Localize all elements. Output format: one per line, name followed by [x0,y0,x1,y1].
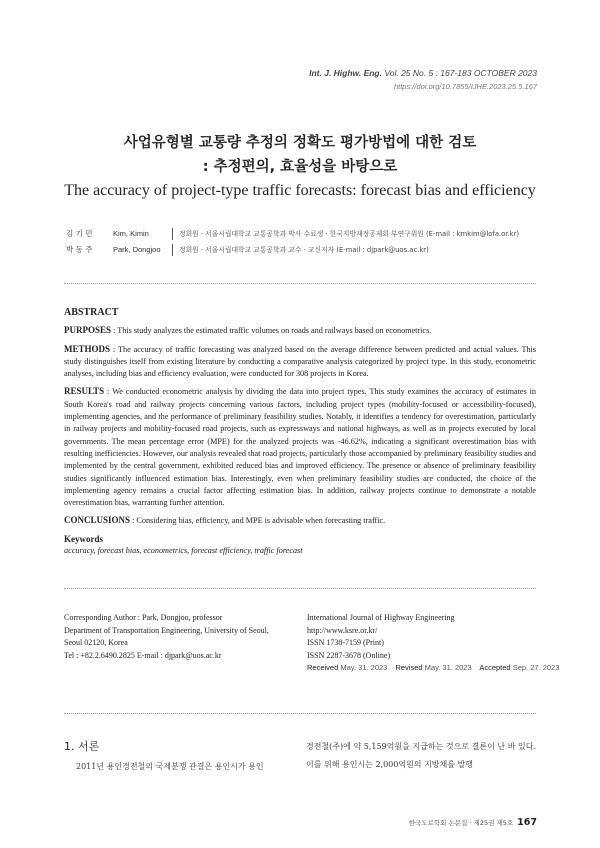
journal-name: Int. J. Highw. Eng. [309,68,382,78]
journal-volume: Vol. 25 No. 5 : 167-183 OCTOBER 2023 [384,68,537,78]
journal-meta [309,66,537,94]
title-english: The accuracy of project-type traffic forecasts: forecast bias and efficiency [64,182,536,199]
abstract-methods [64,343,536,381]
section-title: 1. 서론 [64,740,100,753]
abstract-heading: ABSTRACT [64,307,119,318]
received-date: May. 31. 2023 [340,663,388,672]
correspondence-block [64,612,269,662]
author-divider [172,228,173,240]
correspondence-line: Department of Transportation Engineering, University of Seoul, [64,625,269,635]
correspondence-line: Corresponding Author : Park, Dongjoo, professor [64,613,223,622]
author-row [66,226,519,242]
title-korean-line1: 사업유형별 교통량 추정의 정확도 평가방법에 대한 검토 [123,135,477,151]
author-name-korean: 박 동 주 [66,245,93,254]
correspondence-line: Tel : +82.2.6490.2825 E-mail : djpark@uos.ac.kr [64,650,222,660]
body-text-left: 2011년 용인경전철의 국제분쟁 관결은 용인시가 용인 [76,762,264,771]
doi-link[interactable]: https://doi.org/10.7855/IJHE.2023.25.5.167 [393,82,537,91]
author-affiliation: 정회원 · 서울시립대학교 교통공학과 교수 · 교신저자 (E-mail : djpark@uos.ac.kr) [179,246,429,254]
journal-full-name: International Journal of Highway Engineering [307,613,455,622]
abstract-conclusions [64,514,536,527]
publication-block [307,612,565,675]
accepted-date: Sep. 27. 2023 [512,663,560,672]
methods-text: : The accuracy of traffic forecasting was analyzed based on the average difference between predicted and actual values. This study distinguishes itself from existing literature by conducting a comparative analysis categorized by project type. In this study, econometric analyses, including bias and efficiency evaluation, were conducted for 308 projects in Korea. [64,344,536,379]
issn-print: ISSN 1738-7159 (Print) [307,638,384,647]
page-number: 167 [517,817,537,828]
author-name-korean: 김 기 민 [66,229,93,238]
author-name-english: Kim, Kimin [113,229,149,238]
abstract-purposes [64,324,536,337]
publication-dates [307,662,565,675]
divider-dotted [64,283,536,284]
results-text: : We conducted econometric analysis by dividing the data into project types. This study examines the accuracy of estimates in South Korea's road and railway projects concerning various factors, including project types (mobility-focused or accessibility-focused), implementing agencies, and the performance of preliminary feasibility studies. Notably, it identifies a tendency for overestimation, particularly in railway projects and mobility-focused road projects, such as expressways and national highways, as well as in projects executed by local governments. The mean percentage error (MPE) for the analyzed projects was -46.62%, indicating a significant overestimation bias with resulting inefficiencies. However, our analysis revealed that road projects, particularly those accompanied by preliminary feasibility studies and implemented by the central government, exhibited reduced bias and improved efficiency. The presence or absence of preliminary feasibility studies significantly influenced estimation bias. Interestingly, even when preliminary feasibility studies are conducted, the choice of the implementing agency remains a crucial factor affecting estimation bias. In addition, railway projects continue to demonstrate a notable overestimation bias, warranting further attention. [64,387,536,508]
accepted-label: Accepted [479,663,511,672]
divider-dotted [64,588,536,589]
title-korean-line2: : 추정편의, 효율성을 바탕으로 [202,159,398,175]
body-text-right: 경전철(주)에 약 5,159억원을 지급하는 것으로 결론이 난 바 있다. 이를 위해 용인시는 2,000억원의 지방채를 발행 [306,742,536,769]
issn-online: ISSN 2287-3678 (Online) [307,650,391,660]
received-label: Received [307,663,339,672]
abstract-section [64,307,536,557]
keywords-heading: Keywords [64,533,103,544]
conclusions-text: : Considering bias, efficiency, and MPE is advisable when forecasting traffic. [130,516,386,526]
keywords-text: accuracy, forecast bias, econometrics, forecast efficiency, traffic forecast [64,546,303,556]
author-name-english: Park, Dongjoo [113,245,161,254]
conclusions-label: CONCLUSIONS [64,515,131,526]
divider-dotted [64,713,536,714]
correspondence-line: Seoul 02120, Korea [64,638,128,647]
purposes-text: : This study analyzes the estimated traffic volumes on roads and railways based on econometrics. [111,326,432,336]
revised-date: May. 31. 2023 [424,663,472,672]
author-divider [172,244,173,256]
author-row [66,242,519,258]
page-footer-text: 한국도로학회 논문집 · 제25권 제5호 [408,819,514,827]
revised-label: Revised [395,663,423,672]
purposes-label: PURPOSES [64,325,112,336]
author-list [66,226,519,258]
author-affiliation: 정회원 · 서울시립대학교 교통공학과 박사 수료생 · 한국지방재정공제회 부연구위원 (E-mail : kmkim@lofa.or.kr) [179,230,520,238]
methods-label: METHODS [64,343,111,354]
results-label: RESULTS [64,386,105,397]
journal-url[interactable]: http://www.ksre.or.kr/ [307,625,378,635]
page-footer [409,817,537,828]
abstract-results [64,385,536,509]
